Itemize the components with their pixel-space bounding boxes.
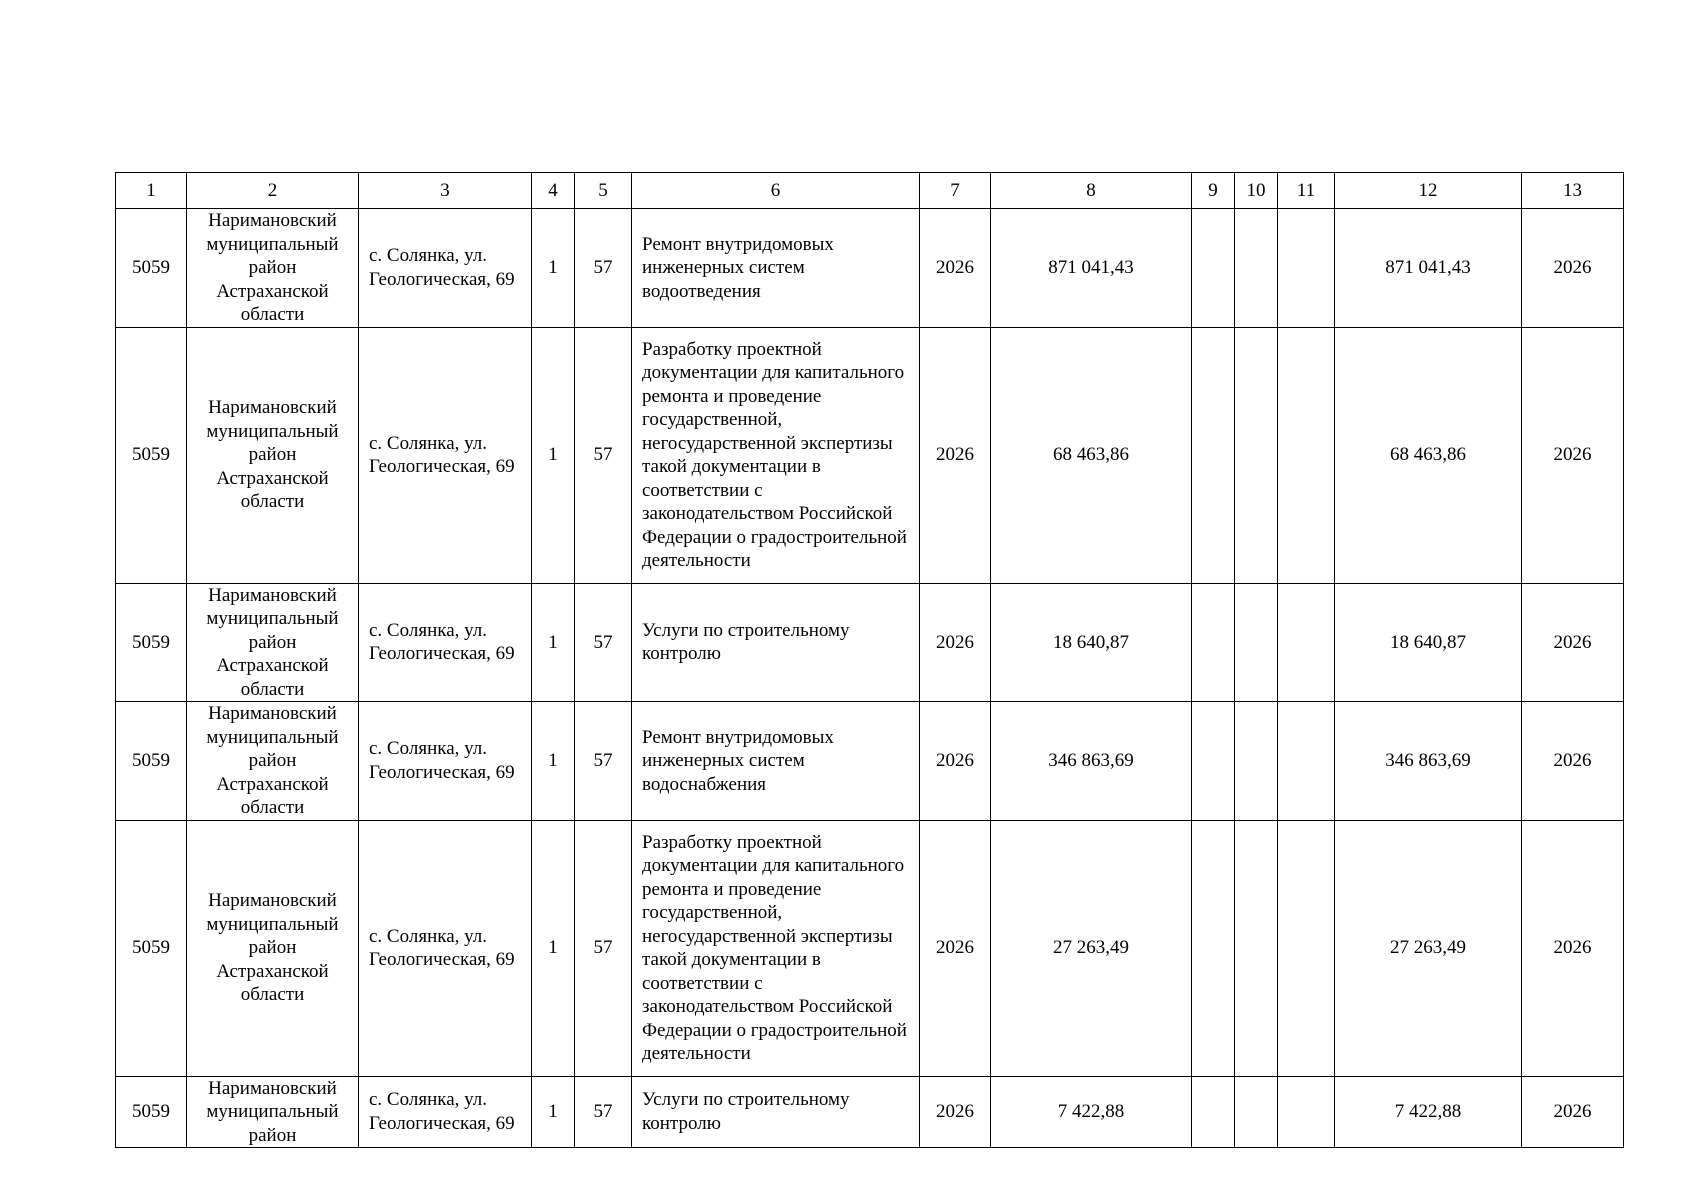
cell-col4: 1 [532, 209, 575, 328]
capital-repair-table [115, 172, 1624, 1148]
column-header: 9 [1192, 173, 1235, 209]
cell-col9 [1192, 583, 1235, 702]
cell-col9 [1192, 327, 1235, 583]
table-row [116, 702, 1624, 821]
cell-end-year: 2026 [1522, 820, 1624, 1076]
cell-col10 [1235, 209, 1278, 328]
cell-id: 5059 [116, 702, 187, 821]
cell-end-year: 2026 [1522, 702, 1624, 821]
cell-work-type: Ремонт внутридомовых инженерных систем водоотведения [632, 209, 920, 328]
cell-id: 5059 [116, 209, 187, 328]
cell-address: с. Солянка, ул. Геологическая, 69 [359, 702, 532, 821]
cell-col4: 1 [532, 327, 575, 583]
column-header: 6 [632, 173, 920, 209]
cell-total: 871 041,43 [1335, 209, 1522, 328]
cell-col5: 57 [575, 583, 632, 702]
cell-col11 [1278, 702, 1335, 821]
cell-total: 68 463,86 [1335, 327, 1522, 583]
cell-col9 [1192, 820, 1235, 1076]
cell-end-year: 2026 [1522, 327, 1624, 583]
cell-cost: 7 422,88 [991, 1076, 1192, 1148]
cell-address: с. Солянка, ул. Геологическая, 69 [359, 327, 532, 583]
column-header: 13 [1522, 173, 1624, 209]
cell-col10 [1235, 1076, 1278, 1148]
cell-col5: 57 [575, 1076, 632, 1148]
cell-cost: 68 463,86 [991, 327, 1192, 583]
cell-id: 5059 [116, 820, 187, 1076]
cell-work-type: Услуги по строительному контролю [632, 583, 920, 702]
cell-end-year: 2026 [1522, 583, 1624, 702]
cell-region: Наримановский муниципальный район Астраханской области [187, 702, 359, 821]
cell-col9 [1192, 702, 1235, 821]
table-row [116, 209, 1624, 328]
cell-region: Наримановский муниципальный район Астраханской области [187, 327, 359, 583]
cell-col10 [1235, 583, 1278, 702]
column-header: 4 [532, 173, 575, 209]
cell-cost: 27 263,49 [991, 820, 1192, 1076]
cell-col11 [1278, 209, 1335, 328]
cell-col5: 57 [575, 327, 632, 583]
cell-address: с. Солянка, ул. Геологическая, 69 [359, 209, 532, 328]
column-header: 2 [187, 173, 359, 209]
cell-address: с. Солянка, ул. Геологическая, 69 [359, 820, 532, 1076]
cell-year: 2026 [920, 1076, 991, 1148]
cell-col4: 1 [532, 702, 575, 821]
cell-col5: 57 [575, 702, 632, 821]
cell-col9 [1192, 209, 1235, 328]
cell-col9 [1192, 1076, 1235, 1148]
column-header: 12 [1335, 173, 1522, 209]
cell-address: с. Солянка, ул. Геологическая, 69 [359, 1076, 532, 1148]
cell-total: 27 263,49 [1335, 820, 1522, 1076]
table-row [116, 820, 1624, 1076]
cell-year: 2026 [920, 327, 991, 583]
cell-address: с. Солянка, ул. Геологическая, 69 [359, 583, 532, 702]
cell-id: 5059 [116, 1076, 187, 1148]
cell-end-year: 2026 [1522, 209, 1624, 328]
cell-region: Наримановский муниципальный район Астраханской области [187, 209, 359, 328]
table-row [116, 1076, 1624, 1148]
header-row [116, 173, 1624, 209]
cell-col10 [1235, 327, 1278, 583]
cell-total: 346 863,69 [1335, 702, 1522, 821]
cell-id: 5059 [116, 327, 187, 583]
cell-total: 7 422,88 [1335, 1076, 1522, 1148]
cell-work-type: Разработку проектной документации для капитального ремонта и проведение государственной, негосударственной экспертизы такой документации в соответствии с законодательством Российской Федерации о градостроительной деятельности [632, 820, 920, 1076]
cell-col11 [1278, 1076, 1335, 1148]
document-table-container [115, 172, 1623, 1148]
cell-work-type: Ремонт внутридомовых инженерных систем водоснабжения [632, 702, 920, 821]
cell-cost: 871 041,43 [991, 209, 1192, 328]
cell-cost: 18 640,87 [991, 583, 1192, 702]
cell-col5: 57 [575, 820, 632, 1076]
column-header: 1 [116, 173, 187, 209]
cell-total: 18 640,87 [1335, 583, 1522, 702]
cell-region: Наримановский муниципальный район [187, 1076, 359, 1148]
cell-work-type: Разработку проектной документации для капитального ремонта и проведение государственной, негосударственной экспертизы такой документации в соответствии с законодательством Российской Федерации о градостроительной деятельности [632, 327, 920, 583]
column-header: 8 [991, 173, 1192, 209]
cell-year: 2026 [920, 583, 991, 702]
cell-col4: 1 [532, 820, 575, 1076]
cell-region: Наримановский муниципальный район Астраханской области [187, 820, 359, 1076]
cell-col5: 57 [575, 209, 632, 328]
cell-col10 [1235, 702, 1278, 821]
cell-end-year: 2026 [1522, 1076, 1624, 1148]
cell-work-type: Услуги по строительному контролю [632, 1076, 920, 1148]
column-header: 5 [575, 173, 632, 209]
cell-col11 [1278, 583, 1335, 702]
cell-year: 2026 [920, 209, 991, 328]
cell-col11 [1278, 820, 1335, 1076]
cell-col4: 1 [532, 1076, 575, 1148]
cell-region: Наримановский муниципальный район Астраханской области [187, 583, 359, 702]
column-header: 11 [1278, 173, 1335, 209]
table-row [116, 583, 1624, 702]
table-row [116, 327, 1624, 583]
column-header: 3 [359, 173, 532, 209]
cell-cost: 346 863,69 [991, 702, 1192, 821]
column-header: 7 [920, 173, 991, 209]
cell-col10 [1235, 820, 1278, 1076]
cell-year: 2026 [920, 820, 991, 1076]
cell-col11 [1278, 327, 1335, 583]
cell-year: 2026 [920, 702, 991, 821]
cell-id: 5059 [116, 583, 187, 702]
column-header: 10 [1235, 173, 1278, 209]
cell-col4: 1 [532, 583, 575, 702]
